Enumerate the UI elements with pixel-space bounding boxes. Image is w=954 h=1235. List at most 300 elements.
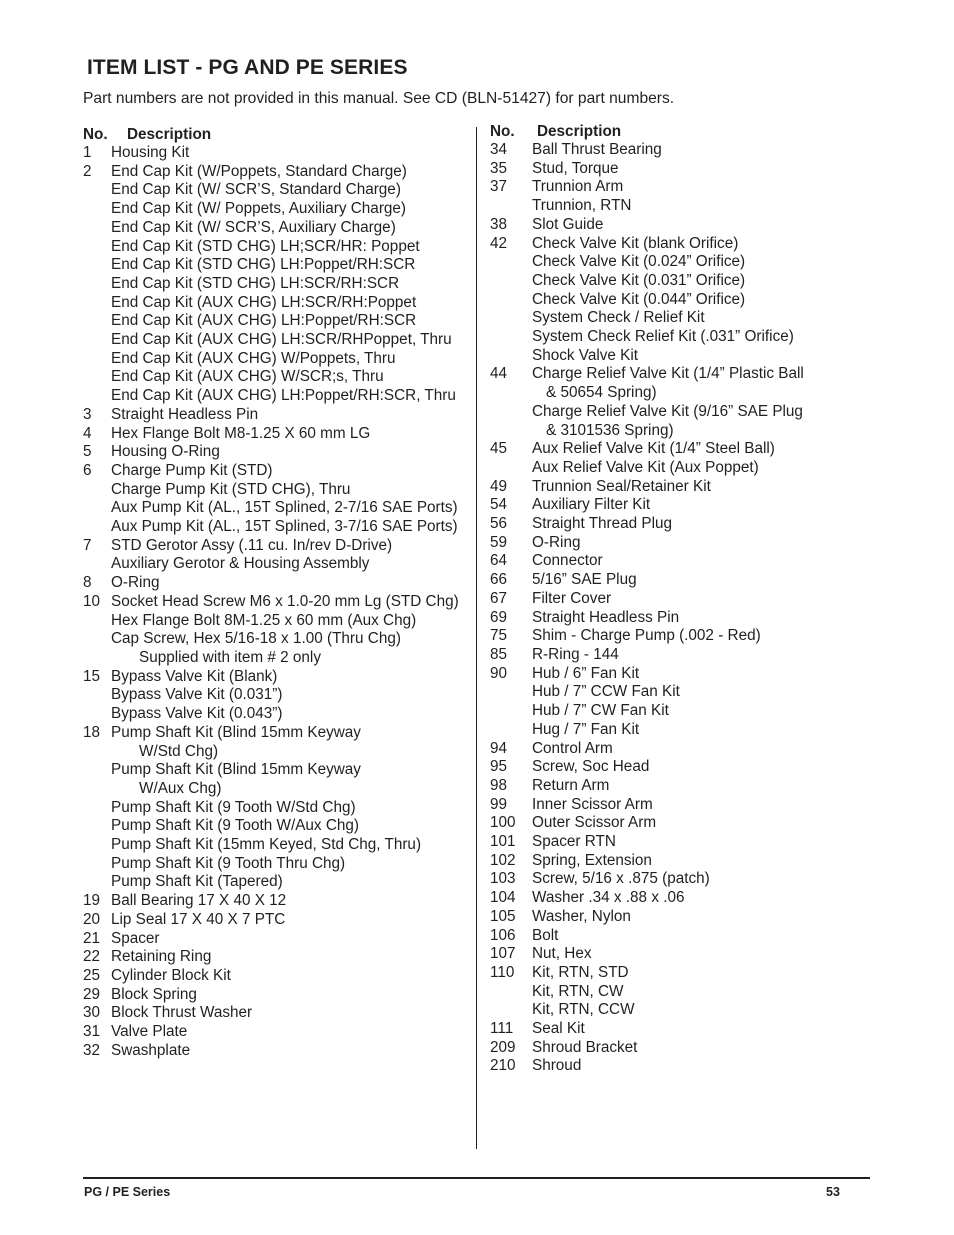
item-row <box>490 777 870 796</box>
item-row <box>83 387 463 406</box>
item-number <box>490 291 532 310</box>
item-description: End Cap Kit (STD CHG) LH:Poppet/RH:SCR <box>111 256 416 274</box>
item-row <box>490 908 870 927</box>
item-row <box>490 833 870 852</box>
item-row <box>83 705 463 724</box>
item-description: Screw, Soc Head <box>532 758 650 776</box>
item-row <box>83 331 463 350</box>
item-row <box>490 552 870 571</box>
item-description: Lip Seal 17 X 40 X 7 PTC <box>111 910 286 928</box>
item-row <box>83 537 463 556</box>
item-description: Control Arm <box>532 739 613 757</box>
item-list-left-column <box>83 125 463 1060</box>
item-row <box>490 496 870 515</box>
item-description: STD Gerotor Assy (.11 cu. In/rev D-Drive) <box>111 536 393 554</box>
item-row <box>490 309 870 328</box>
item-row <box>83 668 463 687</box>
item-description: Bolt <box>532 926 559 944</box>
item-row <box>490 983 870 1002</box>
item-row <box>490 646 870 665</box>
item-description: Hub / 7” CCW Fan Kit <box>532 683 680 701</box>
item-number: 42 <box>490 234 508 252</box>
item-row <box>83 425 463 444</box>
item-row <box>83 200 463 219</box>
item-description: Trunnion, RTN <box>532 197 632 215</box>
item-row <box>83 836 463 855</box>
item-row <box>83 294 463 313</box>
item-row <box>490 796 870 815</box>
item-description: Aux Relief Valve Kit (1/4” Steel Ball) <box>532 440 775 458</box>
item-description: Spacer <box>111 929 160 947</box>
item-description: Kit, RTN, CW <box>532 982 624 1000</box>
item-description: Cylinder Block Kit <box>111 966 231 984</box>
item-number: 31 <box>83 1023 101 1041</box>
item-row <box>490 478 870 497</box>
item-number <box>490 328 532 347</box>
item-description: Kit, RTN, STD <box>532 963 629 981</box>
item-row <box>83 256 463 275</box>
item-description: Housing Kit <box>111 144 190 161</box>
item-row <box>490 178 870 197</box>
item-number <box>83 761 111 780</box>
item-description: End Cap Kit (AUX CHG) LH:SCR/RHPoppet, Thru <box>111 331 452 349</box>
item-number: 8 <box>83 574 92 592</box>
item-description: Shroud <box>532 1057 582 1075</box>
item-description: Pump Shaft Kit (Tapered) <box>111 873 283 891</box>
item-description: Ball Thrust Bearing <box>532 141 662 158</box>
item-number <box>83 649 111 668</box>
item-description: Straight Headless Pin <box>111 405 259 423</box>
item-description: Hex Flange Bolt 8M-1.25 x 60 mm (Aux Chg) <box>111 611 417 629</box>
item-description: Pump Shaft Kit (Blind 15mm Keyway <box>111 723 361 741</box>
item-row <box>490 590 870 609</box>
item-description: O-Ring <box>532 533 581 551</box>
item-row <box>83 892 463 911</box>
item-number <box>83 294 111 313</box>
item-description: R-Ring - 144 <box>532 645 619 663</box>
item-number: 210 <box>490 1057 516 1075</box>
page-number: 53 <box>826 1185 840 1199</box>
item-row <box>83 593 463 612</box>
item-description: End Cap Kit (AUX CHG) W/SCR;s, Thru <box>111 368 384 386</box>
item-description: Bypass Valve Kit (0.031”) <box>111 686 283 704</box>
item-description: Pump Shaft Kit (15mm Keyed, Std Chg, Thru) <box>111 836 422 854</box>
item-description: End Cap Kit (W/ Poppets, Auxiliary Charge) <box>111 200 407 218</box>
item-number <box>83 312 111 331</box>
item-row <box>490 515 870 534</box>
item-row <box>490 160 870 179</box>
item-description: Swashplate <box>111 1041 191 1059</box>
item-number <box>490 272 532 291</box>
item-number: 111 <box>490 1020 514 1038</box>
item-row <box>83 350 463 369</box>
item-description: System Check / Relief Kit <box>532 309 705 327</box>
item-row <box>83 499 463 518</box>
item-description: Washer .34 x .88 x .06 <box>532 889 685 907</box>
item-row <box>490 384 870 403</box>
item-description: End Cap Kit (W/Poppets, Standard Charge) <box>111 162 407 180</box>
item-description: Shock Valve Kit <box>532 346 638 364</box>
item-row <box>83 574 463 593</box>
item-row <box>490 852 870 871</box>
item-number: 94 <box>490 739 508 757</box>
item-description: End Cap Kit (W/ SCR’S, Auxiliary Charge) <box>111 218 396 236</box>
item-number: 103 <box>490 870 516 888</box>
item-description: Pump Shaft Kit (9 Tooth W/Std Chg) <box>111 798 356 816</box>
intro-text: Part numbers are not provided in this manual. See CD (BLN-51427) for part numbers. <box>83 90 675 107</box>
item-number <box>490 702 532 721</box>
item-description: Aux Pump Kit (AL., 15T Splined, 2-7/16 SAE Ports) <box>111 499 458 517</box>
item-number <box>83 256 111 275</box>
item-row <box>83 368 463 387</box>
item-description: End Cap Kit (STD CHG) LH:SCR/RH:SCR <box>111 274 400 292</box>
item-description: Auxiliary Filter Kit <box>532 496 651 514</box>
item-row <box>490 459 870 478</box>
item-list-right-column <box>490 122 870 1076</box>
header-description: Description <box>127 126 212 143</box>
item-row <box>490 814 870 833</box>
item-number <box>490 309 532 328</box>
item-row <box>490 534 870 553</box>
item-number: 6 <box>83 461 92 479</box>
item-number <box>83 331 111 350</box>
item-description: Stud, Torque <box>532 159 619 177</box>
item-row <box>490 721 870 740</box>
item-row <box>490 141 870 160</box>
item-number: 7 <box>83 536 92 554</box>
item-description: Check Valve Kit (0.031” Orifice) <box>532 271 746 289</box>
item-number: 2 <box>83 162 92 180</box>
item-number: 19 <box>83 892 101 910</box>
item-number <box>490 721 532 740</box>
item-description: System Check Relief Kit (.031” Orifice) <box>532 328 794 346</box>
item-description: Aux Relief Valve Kit (Aux Poppet) <box>532 458 759 476</box>
item-number: 44 <box>490 365 508 383</box>
item-number: 98 <box>490 776 508 794</box>
item-description: Kit, RTN, CCW <box>532 1001 635 1019</box>
column-divider <box>476 127 477 1149</box>
item-number: 30 <box>83 1004 101 1022</box>
item-description: Hex Flange Bolt M8-1.25 X 60 mm LG <box>111 424 371 442</box>
item-row <box>83 181 463 200</box>
item-description: & 50654 Spring) <box>546 384 657 402</box>
item-description: Charge Pump Kit (STD) <box>111 461 273 479</box>
item-row <box>83 780 463 799</box>
item-number <box>83 705 111 724</box>
item-row <box>490 740 870 759</box>
item-number: 3 <box>83 405 92 423</box>
item-description: Auxiliary Gerotor & Housing Assembly <box>111 555 370 573</box>
item-description: Shim - Charge Pump (.002 - Red) <box>532 627 761 645</box>
item-number <box>490 384 532 403</box>
item-number <box>490 983 532 1002</box>
item-description: Charge Pump Kit (STD CHG), Thru <box>111 480 351 498</box>
item-number: 22 <box>83 948 101 966</box>
item-row <box>490 197 870 216</box>
item-row <box>83 724 463 743</box>
item-description: W/Aux Chg) <box>139 779 222 797</box>
footer-rule <box>83 1177 870 1179</box>
item-number: 15 <box>83 667 101 685</box>
item-number <box>83 873 111 892</box>
item-number <box>490 459 532 478</box>
item-number: 101 <box>490 833 516 851</box>
item-description: Spring, Extension <box>532 851 652 869</box>
item-row <box>490 1020 870 1039</box>
item-number: 66 <box>490 571 508 589</box>
item-description: End Cap Kit (W/ SCR’S, Standard Charge) <box>111 181 401 199</box>
item-row <box>83 1004 463 1023</box>
item-number: 90 <box>490 664 508 682</box>
item-row <box>490 272 870 291</box>
item-row <box>83 406 463 425</box>
footer-series: PG / PE Series <box>84 1185 171 1199</box>
item-row <box>490 945 870 964</box>
item-description: Seal Kit <box>532 1020 585 1038</box>
item-number <box>490 403 532 422</box>
item-description: Screw, 5/16 x .875 (patch) <box>532 870 710 888</box>
item-number: 35 <box>490 159 508 177</box>
item-description: Filter Cover <box>532 589 612 607</box>
item-row <box>83 649 463 668</box>
item-row <box>83 238 463 257</box>
item-number: 100 <box>490 814 516 832</box>
item-number: 21 <box>83 929 101 947</box>
item-number <box>83 219 111 238</box>
item-description: Retaining Ring <box>111 948 212 966</box>
right-item-rows <box>490 141 870 1076</box>
item-row <box>83 986 463 1005</box>
item-description: Hug / 7” Fan Kit <box>532 720 640 738</box>
item-row <box>490 1001 870 1020</box>
item-row <box>83 518 463 537</box>
item-row <box>83 612 463 631</box>
item-number: 75 <box>490 627 508 645</box>
item-row <box>83 817 463 836</box>
item-row <box>490 758 870 777</box>
item-description: End Cap Kit (AUX CHG) W/Poppets, Thru <box>111 349 396 367</box>
item-description: Inner Scissor Arm <box>532 795 653 813</box>
item-description: Washer, Nylon <box>532 907 631 925</box>
item-row <box>490 253 870 272</box>
item-description: Nut, Hex <box>532 945 592 963</box>
item-description: & 3101536 Spring) <box>546 421 674 439</box>
item-row <box>83 743 463 762</box>
item-description: Ball Bearing 17 X 40 X 12 <box>111 892 287 910</box>
item-row <box>490 235 870 254</box>
item-description: Block Spring <box>111 985 197 1003</box>
item-description: 5/16” SAE Plug <box>532 571 637 589</box>
item-description: Charge Relief Valve Kit (9/16” SAE Plug <box>532 402 803 420</box>
item-number <box>83 238 111 257</box>
item-row <box>83 462 463 481</box>
item-row <box>83 630 463 649</box>
item-row <box>83 873 463 892</box>
item-number: 38 <box>490 215 508 233</box>
item-description: End Cap Kit (AUX CHG) LH:Poppet/RH:SCR, Thru <box>111 387 456 405</box>
item-number: 85 <box>490 645 508 663</box>
item-description: Block Thrust Washer <box>111 1004 253 1022</box>
item-description: Pump Shaft Kit (Blind 15mm Keyway <box>111 761 361 779</box>
item-number: 25 <box>83 966 101 984</box>
page-title: ITEM LIST - PG AND PE SERIES <box>87 56 408 79</box>
item-number: 1 <box>83 144 92 161</box>
item-number: 18 <box>83 723 101 741</box>
item-row <box>83 555 463 574</box>
item-description: Socket Head Screw M6 x 1.0-20 mm Lg (STD Chg) <box>111 592 459 610</box>
item-row <box>490 365 870 384</box>
item-description: Check Valve Kit (blank Orifice) <box>532 234 739 252</box>
item-number <box>83 499 111 518</box>
item-number: 20 <box>83 910 101 928</box>
item-number <box>490 253 532 272</box>
left-item-rows <box>83 144 463 1060</box>
item-number: 102 <box>490 851 516 869</box>
item-row <box>490 403 870 422</box>
item-number <box>83 686 111 705</box>
item-row <box>83 967 463 986</box>
item-number <box>83 387 111 406</box>
item-number: 56 <box>490 515 508 533</box>
item-number <box>83 555 111 574</box>
item-description: Trunnion Arm <box>532 178 624 196</box>
item-row <box>83 219 463 238</box>
item-row <box>490 328 870 347</box>
item-number: 99 <box>490 795 508 813</box>
item-number <box>490 683 532 702</box>
item-number: 45 <box>490 440 508 458</box>
item-row <box>490 889 870 908</box>
item-row <box>490 964 870 983</box>
item-row <box>490 870 870 889</box>
item-description: Outer Scissor Arm <box>532 814 657 832</box>
item-number: 37 <box>490 178 508 196</box>
item-description: Pump Shaft Kit (9 Tooth W/Aux Chg) <box>111 817 359 835</box>
item-row <box>83 799 463 818</box>
item-description: Pump Shaft Kit (9 Tooth Thru Chg) <box>111 854 346 872</box>
item-description: Trunnion Seal/Retainer Kit <box>532 477 711 495</box>
item-description: Aux Pump Kit (AL., 15T Splined, 3-7/16 SAE Ports) <box>111 518 458 536</box>
item-number <box>83 368 111 387</box>
item-row <box>83 686 463 705</box>
item-row <box>83 312 463 331</box>
item-description: Supplied with item # 2 only <box>139 648 321 666</box>
item-row <box>490 440 870 459</box>
item-row <box>490 571 870 590</box>
item-number <box>83 836 111 855</box>
item-description: Cap Screw, Hex 5/16-18 x 1.00 (Thru Chg) <box>111 630 401 648</box>
item-number <box>83 275 111 294</box>
item-description: End Cap Kit (AUX CHG) LH:SCR/RH:Poppet <box>111 293 417 311</box>
item-description: Spacer RTN <box>532 833 616 851</box>
item-number <box>83 481 111 500</box>
item-row <box>83 1023 463 1042</box>
item-description: Housing O-Ring <box>111 443 220 461</box>
item-row <box>490 627 870 646</box>
item-number <box>83 817 111 836</box>
item-row <box>490 291 870 310</box>
item-number: 64 <box>490 552 508 570</box>
item-number <box>83 799 111 818</box>
item-number: 4 <box>83 424 92 442</box>
item-number <box>490 347 532 366</box>
item-number: 106 <box>490 926 516 944</box>
header-description: Description <box>537 123 622 140</box>
item-description: Check Valve Kit (0.044” Orifice) <box>532 290 746 308</box>
item-number <box>83 630 111 649</box>
item-number: 67 <box>490 589 508 607</box>
item-description: Straight Thread Plug <box>532 515 673 533</box>
item-number: 32 <box>83 1041 101 1059</box>
item-row <box>490 665 870 684</box>
item-number: 104 <box>490 889 516 907</box>
item-description: Connector <box>532 552 603 570</box>
item-number: 54 <box>490 496 508 514</box>
item-row <box>490 609 870 628</box>
item-row <box>490 702 870 721</box>
item-number: 5 <box>83 443 92 461</box>
item-number <box>83 855 111 874</box>
item-number <box>83 518 111 537</box>
item-number: 110 <box>490 963 515 981</box>
item-row <box>490 927 870 946</box>
item-row <box>83 855 463 874</box>
item-number <box>490 1001 532 1020</box>
item-description: Slot Guide <box>532 215 604 233</box>
item-row <box>83 481 463 500</box>
item-number: 49 <box>490 477 508 495</box>
item-description: Check Valve Kit (0.024” Orifice) <box>532 253 746 271</box>
item-row <box>83 930 463 949</box>
item-number: 10 <box>83 592 101 610</box>
item-number <box>83 612 111 631</box>
item-description: Hub / 7” CW Fan Kit <box>532 702 669 720</box>
item-number <box>83 780 111 799</box>
item-number: 95 <box>490 758 508 776</box>
item-row <box>83 761 463 780</box>
column-header <box>490 122 870 141</box>
item-row <box>83 275 463 294</box>
item-number: 107 <box>490 945 516 963</box>
item-number: 209 <box>490 1038 516 1056</box>
item-description: W/Std Chg) <box>139 742 219 760</box>
item-row <box>490 1039 870 1058</box>
item-number <box>83 200 111 219</box>
item-row <box>83 443 463 462</box>
item-number <box>83 350 111 369</box>
item-number <box>83 743 111 762</box>
item-number: 29 <box>83 985 101 1003</box>
item-row <box>490 216 870 235</box>
item-number <box>83 181 111 200</box>
header-no: No. <box>83 126 108 143</box>
item-description: End Cap Kit (STD CHG) LH;SCR/HR: Poppet <box>111 237 420 255</box>
item-description: Return Arm <box>532 776 610 794</box>
item-description: Charge Relief Valve Kit (1/4” Plastic Ball <box>532 365 804 383</box>
item-number: 69 <box>490 608 508 626</box>
item-row <box>83 144 463 163</box>
item-description: Straight Headless Pin <box>532 608 680 626</box>
item-description: O-Ring <box>111 574 160 592</box>
item-description: Valve Plate <box>111 1023 188 1041</box>
item-row <box>83 911 463 930</box>
item-description: End Cap Kit (AUX CHG) LH:Poppet/RH:SCR <box>111 312 417 330</box>
item-description: Bypass Valve Kit (Blank) <box>111 667 278 685</box>
item-row <box>490 683 870 702</box>
item-row <box>490 347 870 366</box>
item-description: Shroud Bracket <box>532 1038 638 1056</box>
item-row <box>490 422 870 441</box>
